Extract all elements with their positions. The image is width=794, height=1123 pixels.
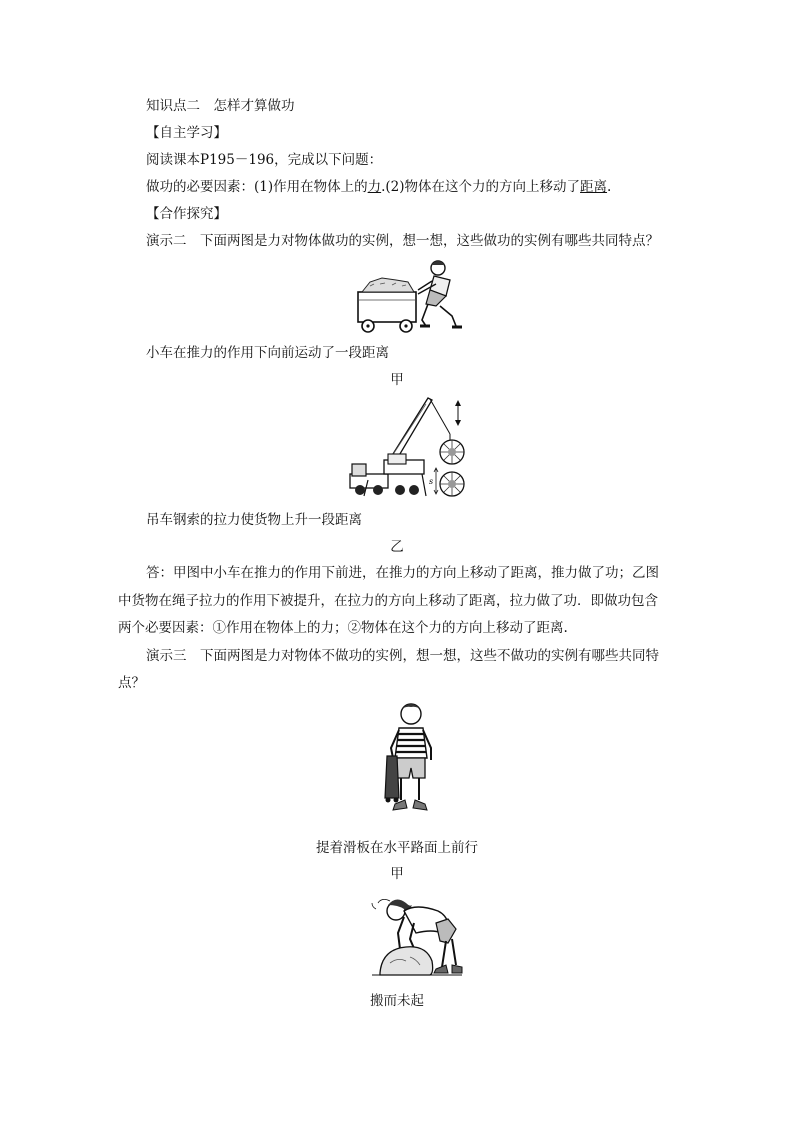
displacement-s-label: s xyxy=(429,477,434,486)
self-study-heading: 【自主学习】 xyxy=(146,125,227,141)
boy-pushing-cart-illustration xyxy=(356,256,468,334)
demo3-question-line2: 点？ xyxy=(118,675,145,691)
boy-carrying-skateboard-illustration xyxy=(379,700,441,818)
read-instruction: 阅读课本P195－196，完成以下问题： xyxy=(146,152,383,168)
demo3-question-line1: 演示三 下面两图是力对物体不做功的实例，想一想，这些不做功的实例有哪些共同特 xyxy=(146,648,659,664)
demo2-answer-line2: 中货物在绳子拉力的作用下被提升，在拉力的方向上移动了距离，拉力做了功．即做功包含 xyxy=(118,593,658,609)
coop-heading: 【合作探究】 xyxy=(146,206,227,222)
factors-middle: .(2)物体在这个力的方向上移动了 xyxy=(381,179,581,195)
factor-answer-distance: 距离 xyxy=(580,179,608,195)
demo2-fig-b-label: 乙 xyxy=(390,539,404,555)
factors-prefix: 做功的必要因素：(1)作用在物体上的 xyxy=(146,179,368,195)
work-factors-line xyxy=(146,177,611,197)
demo3-fig-a-label: 甲 xyxy=(390,866,404,882)
demo2-answer-line1: 答：甲图中小车在推力的作用下前进，在推力的方向上移动了距离，推力做了功；乙图 xyxy=(146,565,659,581)
demo3-fig-a-caption: 提着滑板在水平路面上前行 xyxy=(316,840,478,856)
girl-lifting-rock-illustration xyxy=(370,893,464,977)
factors-suffix: . xyxy=(607,179,612,195)
section-title: 知识点二 怎样才算做功 xyxy=(146,98,295,114)
demo2-question: 演示二 下面两图是力对物体做功的实例，想一想，这些做功的实例有哪些共同特点？ xyxy=(146,233,659,249)
demo3-fig-b-caption: 搬而未起 xyxy=(370,993,424,1009)
factor-answer-force: 力 xyxy=(367,179,382,195)
crane-lifting-cargo-illustration xyxy=(348,394,472,500)
demo2-fig-a-label: 甲 xyxy=(390,372,404,388)
demo2-fig-a-caption: 小车在推力的作用下向前运动了一段距离 xyxy=(146,345,389,361)
demo2-answer-line3: 两个必要因素：①作用在物体上的力；②物体在这个力的方向上移动了距离. xyxy=(118,620,568,636)
demo2-fig-b-caption: 吊车钢索的拉力使货物上升一段距离 xyxy=(146,512,362,528)
